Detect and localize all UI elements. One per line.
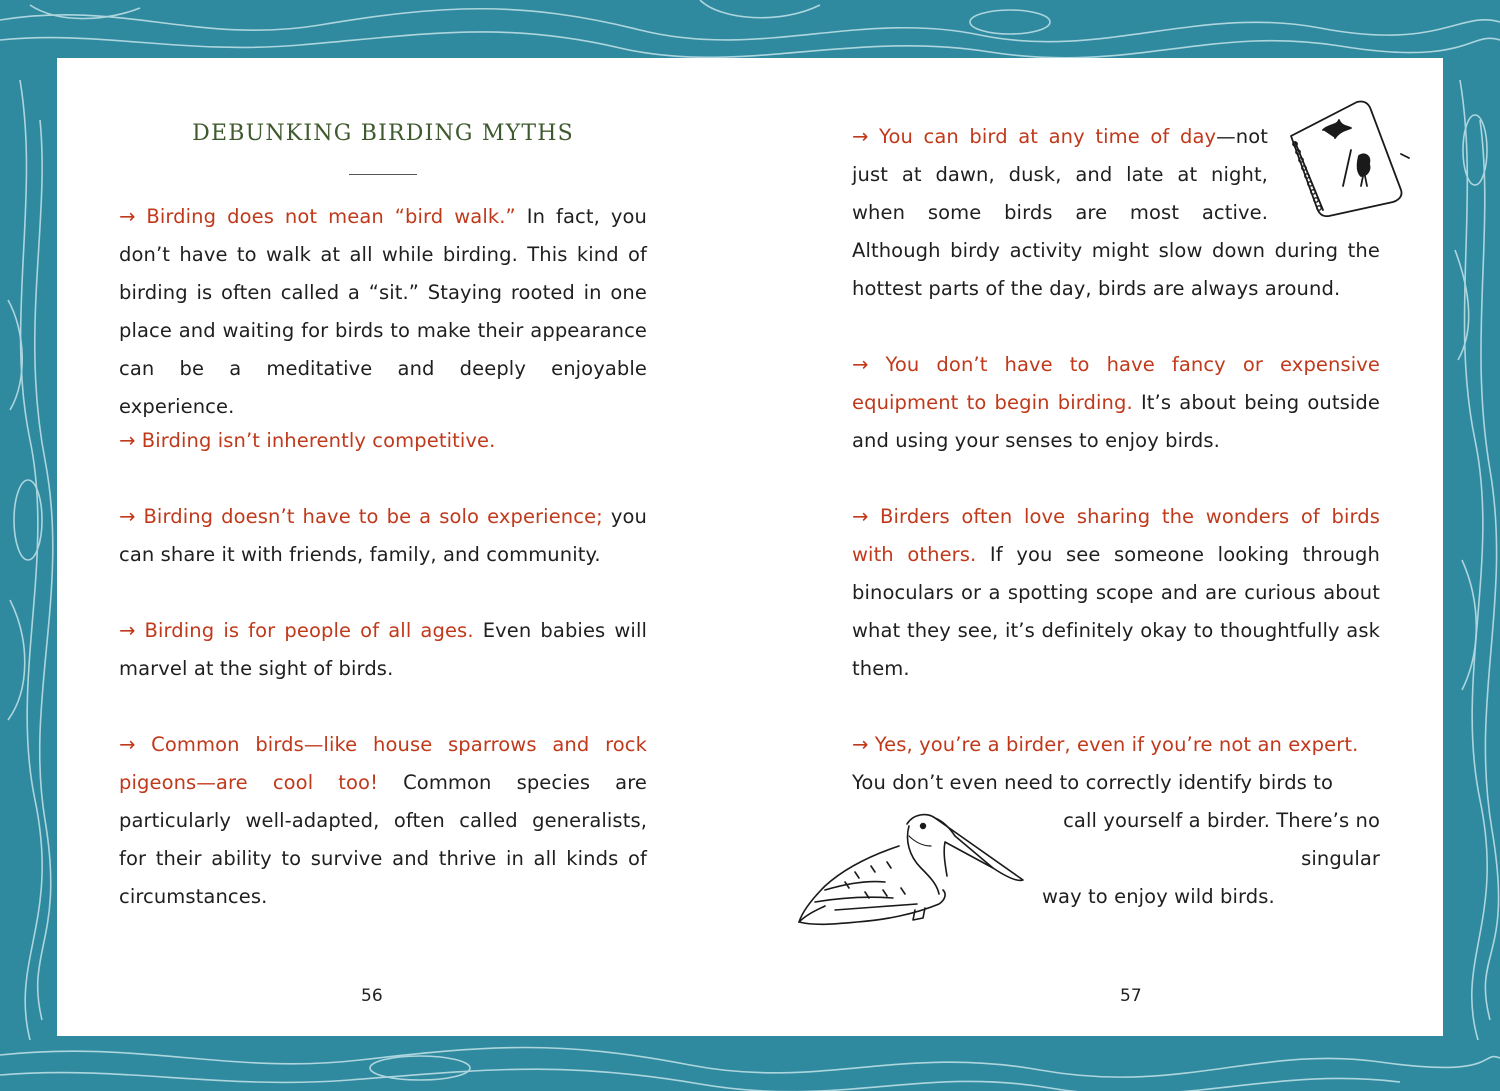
title-divider (349, 174, 417, 175)
myth-paragraph-8 (852, 498, 1380, 688)
myth-body-line-2: call yourself a birder. There’s no singular (1063, 809, 1380, 870)
notebook-sketch-icon (1285, 98, 1413, 220)
myth-paragraph-2 (119, 422, 647, 460)
myth-body: —not just at dawn, dusk, and late at night, when some birds are most active. Although birdy activity might slow down during the hottest parts of the day, birds are always around. (852, 125, 1380, 300)
myth-body-line-3: way to enjoy wild birds. (1042, 885, 1275, 908)
myth-body: Common species are particularly well-adapted, often called generalists, for their ability to survive and thrive in all kinds of circumstances. (119, 771, 647, 908)
myth-heading: → You can bird at any time of day (852, 125, 1217, 148)
myth-paragraph-3 (119, 498, 647, 574)
myth-paragraph-7 (852, 346, 1380, 460)
myth-heading: → Birding does not mean “bird walk.” (119, 205, 516, 228)
myth-paragraph-4 (119, 612, 647, 688)
myth-heading: → Common birds—like house sparrows and rock pigeons—are cool too! (119, 733, 647, 794)
page-title: DEBUNKING BIRDING MYTHS (192, 121, 574, 146)
myth-body: If you see someone looking through binoculars or a spotting scope and are curious about what they see, it’s definitely okay to thoughtfully ask them. (852, 543, 1380, 680)
book-spread (57, 58, 1443, 1036)
myth-body: It’s about being outside and using your senses to enjoy birds. (852, 391, 1380, 452)
myth-heading: → Yes, you’re a birder, even if you’re not an expert. (852, 733, 1359, 756)
pelican-sketch-icon (795, 806, 1027, 932)
myth-body-line-1: You don’t even need to correctly identify birds to (852, 771, 1334, 794)
myth-body: you can share it with friends, family, and community. (119, 505, 647, 566)
myth-heading: → Birding is for people of all ages. (119, 619, 474, 642)
myth-paragraph-1 (119, 198, 647, 426)
page-number: 57 (1120, 986, 1142, 1006)
left-page (119, 58, 647, 1036)
myth-heading: → You don’t have to have fancy or expensive equipment to begin birding. (852, 353, 1380, 414)
myth-heading: → Birding doesn’t have to be a solo experience; (119, 505, 603, 528)
myth-body: Even babies will marvel at the sight of birds. (119, 619, 647, 680)
myth-paragraph-5 (119, 726, 647, 916)
page-number: 56 (361, 986, 383, 1006)
myth-heading: → Birding isn’t inherently competitive. (119, 429, 496, 452)
myth-heading: → Birders often love sharing the wonders of birds with others. (852, 505, 1380, 566)
myth-body: In fact, you don’t have to walk at all while birding. This kind of birding is often called a “sit.” Staying rooted in one place and waiting for birds to make their appearance can be a meditative and deeply enjoyable experience. (119, 205, 647, 418)
